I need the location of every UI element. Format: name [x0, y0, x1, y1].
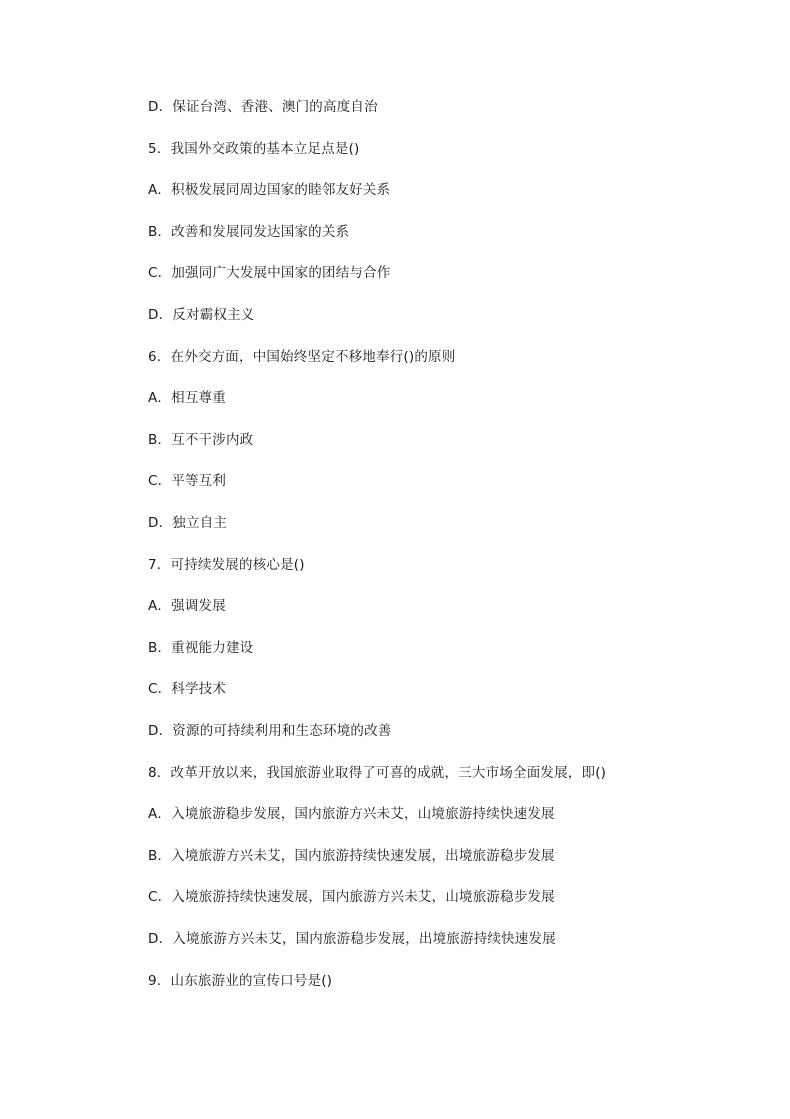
- option-8c: C．入境旅游持续快速发展，国内旅游方兴未艾，山境旅游稳步发展: [148, 889, 555, 905]
- option-6c: C．平等互利: [148, 473, 227, 489]
- option-4d: D．保证台湾、香港、澳门的高度自治: [148, 99, 378, 115]
- option-7a: A．强调发展: [148, 598, 226, 614]
- option-5c: C．加强同广大发展中国家的团结与合作: [148, 265, 391, 281]
- option-8b: B．入境旅游方兴未艾，国内旅游持续快速发展，出境旅游稳步发展: [148, 848, 555, 864]
- question-7: 7．可持续发展的核心是(): [148, 557, 305, 573]
- option-8d: D．入境旅游方兴未艾，国内旅游稳步发展，出境旅游持续快速发展: [148, 931, 556, 947]
- option-7b: B．重视能力建设: [148, 640, 254, 656]
- option-7c: C．科学技术: [148, 681, 227, 697]
- question-6: 6．在外交方面，中国始终坚定不移地奉行()的原则: [148, 349, 456, 365]
- option-6a: A．相互尊重: [148, 390, 226, 406]
- question-9: 9．山东旅游业的宣传口号是(): [148, 973, 333, 989]
- option-6d: D．独立自主: [148, 515, 228, 531]
- option-6b: B．互不干涉内政: [148, 432, 254, 448]
- option-7d: D．资源的可持续利用和生态环境的改善: [148, 723, 392, 739]
- option-5b: B．改善和发展同发达国家的关系: [148, 224, 350, 240]
- option-8a: A．入境旅游稳步发展，国内旅游方兴未艾，山境旅游持续快速发展: [148, 806, 555, 822]
- question-8: 8．改革开放以来，我国旅游业取得了可喜的成就，三大市场全面发展，即(): [148, 765, 607, 781]
- option-5a: A．积极发展同周边国家的睦邻友好关系: [148, 182, 391, 198]
- option-5d: D．反对霸权主义: [148, 307, 255, 323]
- question-5: 5．我国外交政策的基本立足点是(): [148, 141, 360, 157]
